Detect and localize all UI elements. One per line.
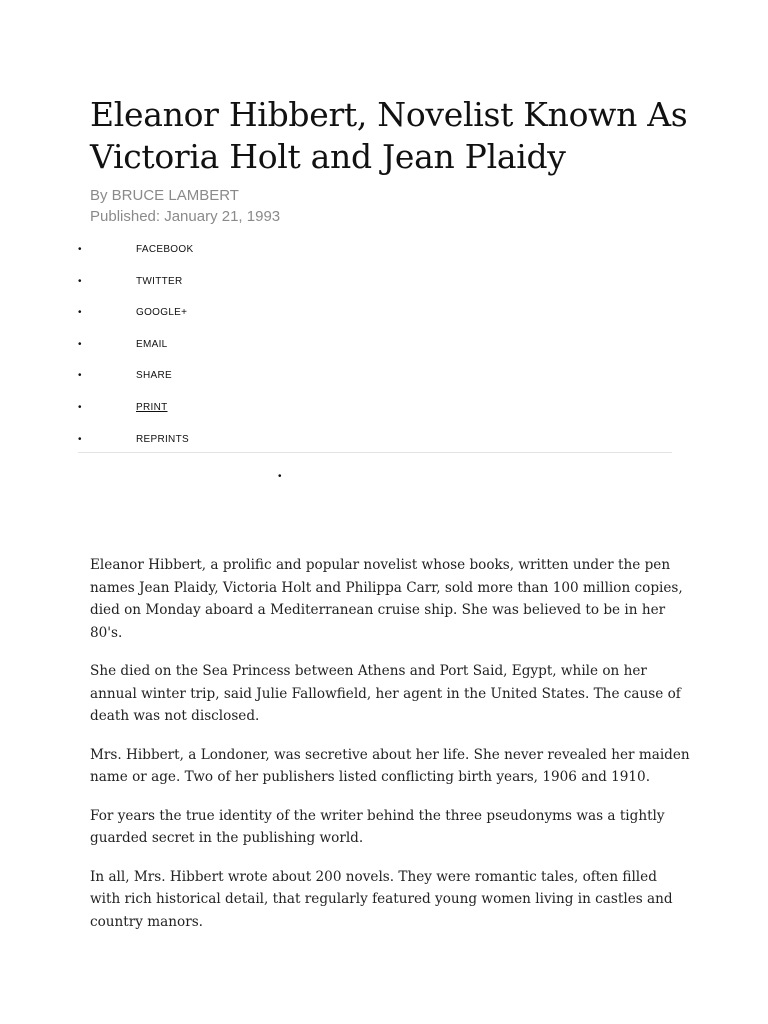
share-item-print — [78, 398, 672, 430]
bullet-icon: • — [78, 433, 82, 445]
stray-bullet: • — [278, 471, 282, 482]
article-paragraph: In all, Mrs. Hibbert wrote about 200 novels. They were romantic tales, often filled with rich historical detail, that regularly featured young women living in castles and country manors. — [90, 868, 673, 930]
share-item-twitter — [78, 272, 672, 304]
bullet-icon: • — [78, 370, 82, 382]
bullet-icon: • — [78, 401, 82, 413]
share-item-reprints — [78, 430, 672, 462]
byline: By BRUCE LAMBERT — [90, 187, 239, 204]
article-paragraph: She died on the Sea Princess between Athens and Port Said, Egypt, while on her annual winter trip, said Julie Fallowfield, her agent in the United States. The cause of death was not disclosed. — [90, 663, 681, 724]
published-date: Published: January 21, 1993 — [90, 208, 281, 225]
share-item-email — [78, 335, 672, 367]
share-item-share — [78, 366, 672, 398]
article-headline: Eleanor Hibbert, Novelist Known As Victoria Holt and Jean Plaidy — [90, 95, 688, 176]
share-tools-list — [78, 240, 672, 461]
share-link[interactable]: SHARE — [136, 370, 172, 382]
twitter-share-link[interactable]: TWITTER — [136, 275, 183, 287]
share-item-facebook — [78, 240, 672, 272]
facebook-share-link[interactable]: FACEBOOK — [136, 244, 194, 255]
bullet-icon: • — [78, 244, 82, 255]
bullet-icon: • — [78, 275, 82, 287]
reprints-link[interactable]: REPRINTS — [136, 433, 189, 445]
bullet-icon: • — [78, 338, 82, 350]
google-plus-share-link[interactable]: GOOGLE+ — [136, 307, 188, 319]
email-share-link[interactable]: EMAIL — [136, 338, 168, 350]
share-tools-divider — [78, 452, 672, 453]
article-paragraph: Mrs. Hibbert, a Londoner, was secretive about her life. She never revealed her maiden name or age. Two of her publishers listed conflicting birth years, 1906 and 1910. — [90, 746, 690, 785]
print-link[interactable]: PRINT — [136, 401, 168, 413]
article-paragraph: Eleanor Hibbert, a prolific and popular novelist whose books, written under the pen names Jean Plaidy, Victoria Holt and Philippa Carr, sold more than 100 million copies, died on Monday aboard a Mediterranean cruise ship. She was believed to be in her 80's. — [90, 557, 683, 641]
share-item-google-plus — [78, 303, 672, 335]
article-paragraph: For years the true identity of the writer behind the three pseudonyms was a tightly guarded secret in the publishing world. — [90, 807, 665, 846]
bullet-icon: • — [78, 307, 82, 319]
article-body — [90, 554, 690, 949]
